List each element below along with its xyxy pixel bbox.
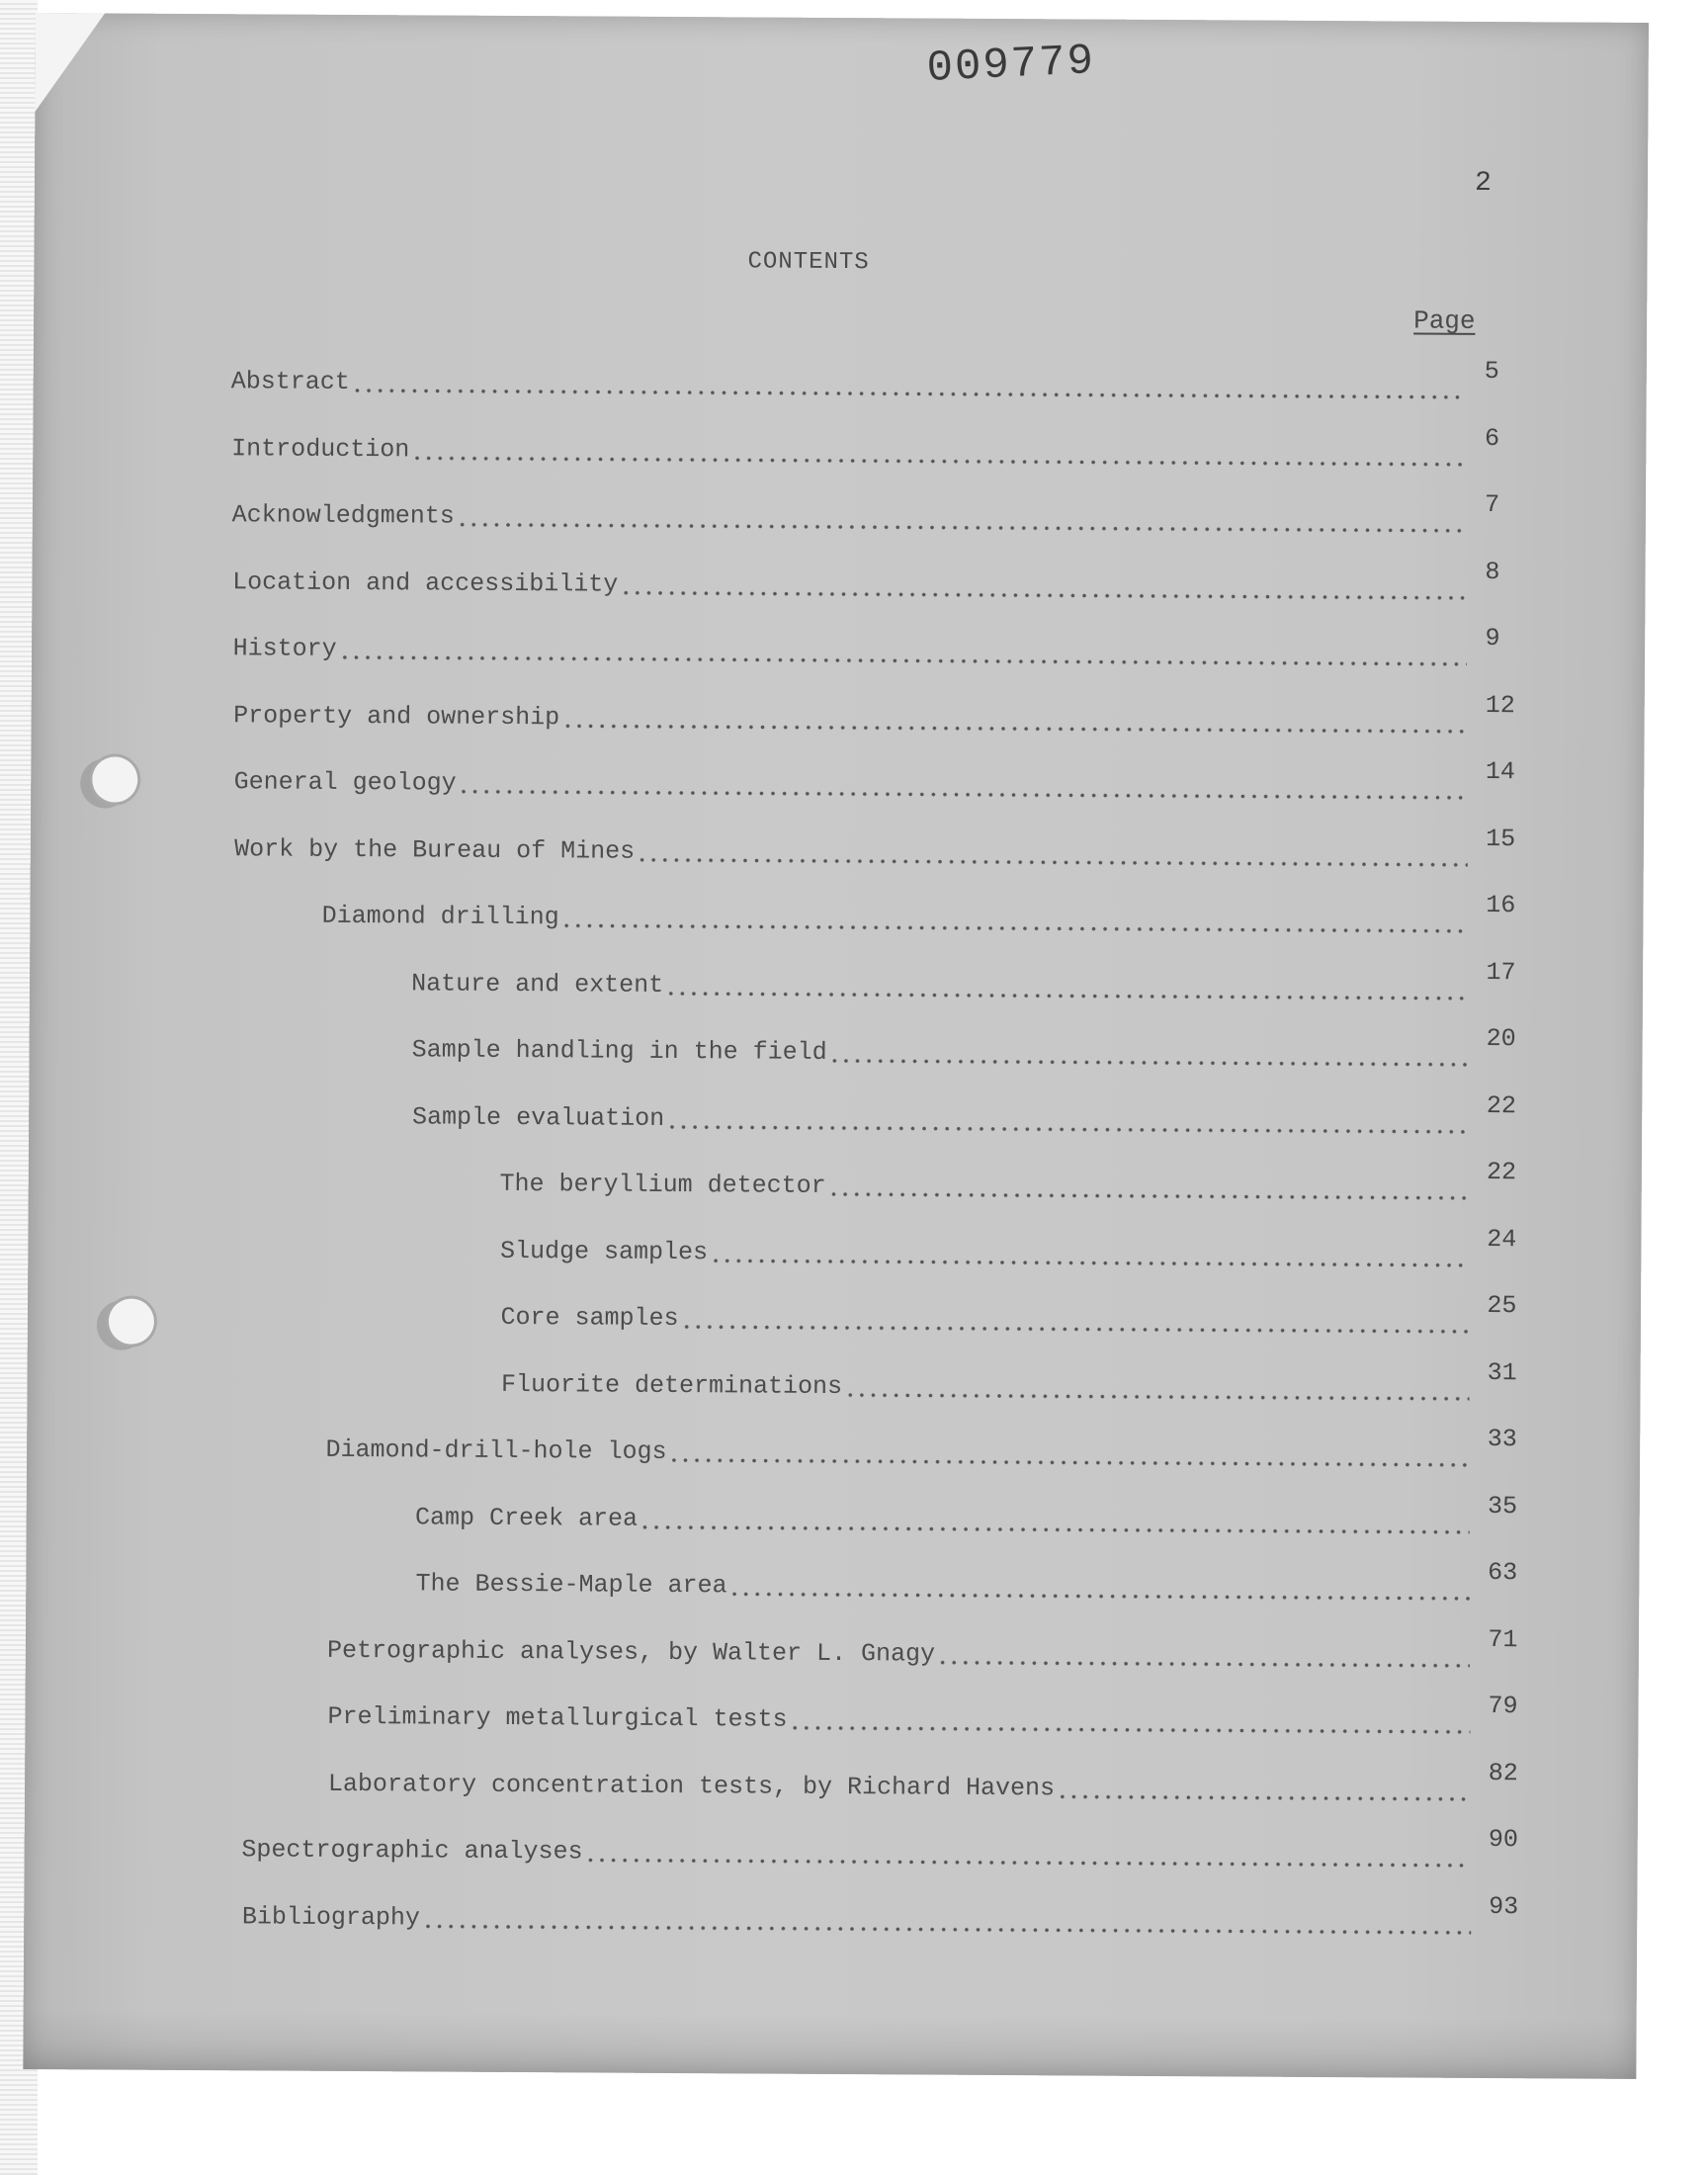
toc-entry-label: Diamond-drill-hole logs [325,1435,667,1466]
toc-entry-label: Spectrographic analyses [241,1835,583,1867]
document-page [23,13,1649,2079]
toc-entry-label: Preliminary metallurgical tests [327,1701,788,1734]
toc-entry [328,1758,1528,1804]
toc-entry [411,958,1526,1004]
toc-entry-label: The Bessie-Maple area [415,1569,727,1601]
toc-entry-page-number: 5 [1484,356,1499,387]
toc-entry-label: Bibliography [241,1901,421,1932]
dot-leader [828,1169,1469,1202]
dot-leader [637,833,1468,868]
toc-entry-label: Sample evaluation [412,1101,665,1133]
dot-leader [411,432,1467,469]
toc-entry [327,1624,1528,1671]
toc-entry [232,557,1524,604]
toc-entry [500,1292,1526,1338]
toc-entry-page-number: 12 [1485,690,1515,720]
toc-entry-label: Location and accessibility [232,566,619,599]
page-shadow [23,2010,1636,2079]
toc-entry-page-number: 7 [1485,489,1500,520]
toc-entry-page-number: 22 [1486,1158,1517,1187]
toc-entry-page-number: 25 [1487,1291,1517,1321]
toc-entry [234,756,1525,804]
page-column-header: Page [1413,305,1476,336]
toc-entry-label: Sludge samples [499,1236,709,1266]
toc-entry [415,1558,1527,1605]
document-stamp-number: 009779 [925,37,1097,94]
folded-corner [35,13,105,112]
toc-entry [233,623,1525,670]
toc-entry-label: History [232,634,337,663]
toc-entry-label: The beryllium detector [499,1169,826,1200]
dot-leader [665,967,1468,1001]
toc-entry-page-number: 79 [1488,1692,1518,1721]
dot-leader [829,1035,1469,1069]
toc-entry-page-number: 9 [1485,623,1500,653]
toc-entry-page-number: 17 [1486,957,1516,987]
toc-entry-label: Property and ownership [233,700,560,732]
toc-entry-page-number: 22 [1486,1090,1516,1120]
toc-entry-label: Camp Creek area [414,1502,639,1533]
toc-entry-page-number: 8 [1485,557,1500,586]
toc-entry [234,824,1525,871]
toc-entry [325,1425,1526,1471]
dot-leader [584,1834,1470,1869]
toc-entry [327,1692,1527,1738]
dot-leader [669,1435,1470,1469]
toc-entry [242,1891,1528,1939]
toc-entry [412,1024,1526,1071]
toc-entry-page-number: 15 [1486,824,1516,853]
dot-leader [352,365,1467,401]
toc-entry-page-number: 24 [1487,1224,1517,1254]
punch-hole [109,1298,154,1344]
dot-leader [666,1100,1469,1135]
toc-entry-label: Core samples [500,1302,679,1334]
dot-leader [789,1702,1470,1736]
toc-entry-label: Diamond drilling [321,901,559,932]
dot-leader [937,1636,1470,1669]
dot-leader [640,1501,1470,1535]
toc-entry-page-number: 63 [1488,1558,1518,1588]
toc-entry-page-number: 31 [1487,1357,1517,1387]
toc-entry-page-number: 16 [1486,890,1516,920]
toc-entry [232,489,1525,537]
toc-entry-page-number: 35 [1487,1491,1518,1521]
toc-entry [241,1824,1528,1871]
toc-entry [233,690,1525,738]
toc-entry-page-number: 82 [1488,1758,1518,1787]
toc-entry [499,1159,1526,1204]
toc-entry [500,1225,1526,1270]
toc-entry-page-number: 6 [1484,423,1500,453]
dot-leader [459,766,1468,802]
toc-entry-page-number: 93 [1489,1891,1519,1921]
toc-entry [231,356,1524,403]
toc-entry-label: Abstract [230,367,350,396]
toc-entry-label: General geology [233,767,457,798]
dot-leader [339,632,1468,668]
toc-entry [231,423,1524,471]
toc-entry [412,1091,1526,1138]
dot-leader [620,566,1467,601]
toc-entry-page-number: 33 [1487,1425,1517,1454]
dot-leader [1057,1771,1471,1803]
toc-entry-label: Introduction [231,433,410,464]
toc-entry-page-number: 14 [1485,756,1516,787]
punch-hole [92,756,137,802]
dot-leader [561,700,1468,736]
toc-entry-label: Work by the Bureau of Mines [234,833,636,866]
dot-leader [681,1301,1470,1336]
toc-entry-label: Acknowledgments [231,500,455,531]
dot-leader [710,1235,1469,1269]
dot-leader [844,1369,1470,1403]
dot-leader [422,1900,1471,1936]
toc-entry-label: Sample handling in the field [411,1035,827,1067]
toc-entry-label: Fluorite determinations [500,1369,843,1401]
toc-entry-label: Nature and extent [411,968,664,1000]
toc-entry-page-number: 71 [1488,1624,1518,1654]
toc-entry [415,1492,1527,1538]
dot-leader [561,900,1469,935]
dot-leader [457,499,1468,535]
dot-leader [728,1568,1470,1603]
toc-entry-label: Laboratory concentration tests, by Richard Havens [327,1769,1056,1802]
toc-entry [322,891,1526,937]
toc-entry-label: Petrographic analyses, by Walter L. Gnagy [326,1635,936,1669]
toc-entry-page-number: 20 [1486,1024,1516,1054]
contents-heading: CONTENTS [747,248,870,277]
toc-entry-page-number: 90 [1488,1825,1519,1855]
page-number: 2 [1474,167,1492,200]
toc-entry [501,1358,1527,1404]
